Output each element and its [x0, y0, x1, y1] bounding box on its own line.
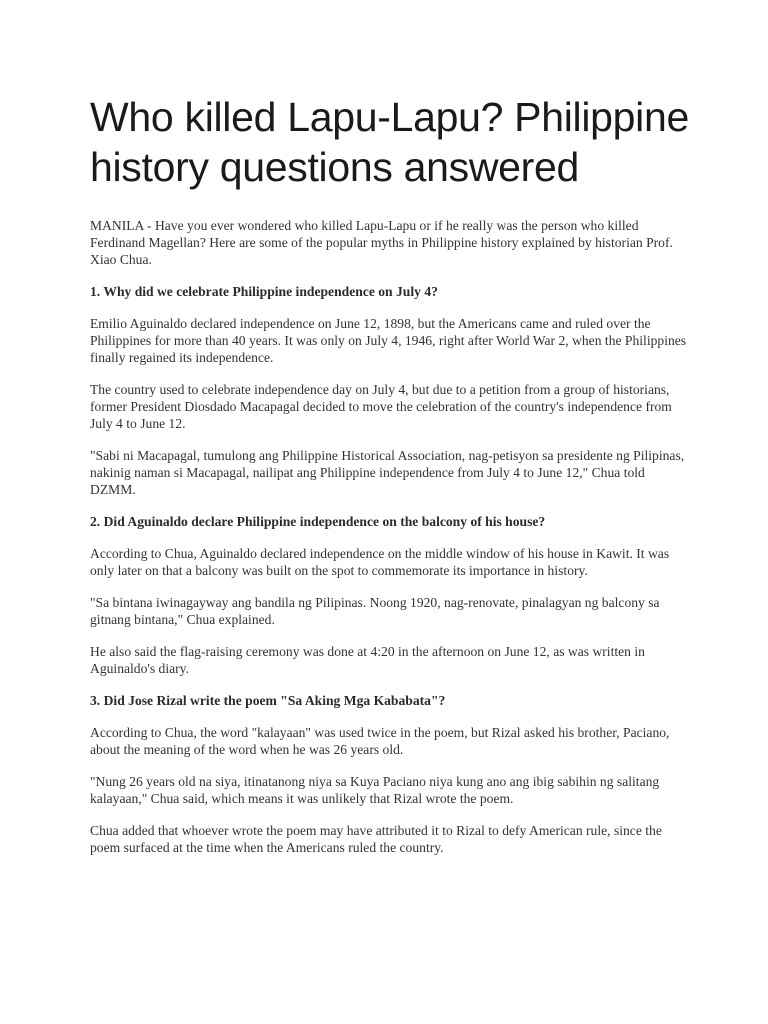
quote-paragraph: "Nung 26 years old na siya, itinatanong niya sa Kuya Paciano niya kung ano ang ibig sabihin ng salitang kalayaan," Chua said, which means it was unlikely that Rizal wrote the poem.	[90, 774, 660, 806]
quote-paragraph: "Sa bintana iwinagayway ang bandila ng Pilipinas. Noong 1920, nag-renovate, pinalagyan ng balcony sa gitnang bintana," Chua explained.	[90, 595, 660, 627]
question-heading-3: 3. Did Jose Rizal write the poem "Sa Aking Mga Kababata"?	[90, 693, 446, 708]
answer-paragraph: Chua added that whoever wrote the poem may have attributed it to Rizal to defy American rule, since the poem surfaced at the time when the Americans ruled the country.	[90, 823, 662, 855]
answer-paragraph: Emilio Aguinaldo declared independence on June 12, 1898, but the Americans came and ruled over the Philippines for more than 40 years. It was only on July 4, 1946, right after World War 2, when the Philippines finally regained its independence.	[90, 316, 687, 365]
question-heading-1: 1. Why did we celebrate Philippine independence on July 4?	[90, 284, 438, 299]
intro-paragraph: MANILA - Have you ever wondered who killed Lapu-Lapu or if he really was the person who killed Ferdinand Magellan? Here are some of the popular myths in Philippine history explained by historian Prof. Xiao Chua.	[90, 218, 673, 267]
answer-paragraph: He also said the flag-raising ceremony was done at 4:20 in the afternoon on June 12, as was written in Aguinaldo's diary.	[90, 644, 645, 676]
quote-paragraph: "Sabi ni Macapagal, tumulong ang Philippine Historical Association, nag-petisyon sa presidente ng Pilipinas, nakinig naman si Macapagal, nailipat ang Philippine independence from July 4 to June 12," Chua told DZMM.	[90, 448, 685, 497]
question-heading-2: 2. Did Aguinaldo declare Philippine independence on the balcony of his house?	[90, 514, 546, 529]
answer-paragraph: The country used to celebrate independence day on July 4, but due to a petition from a group of historians, former President Diosdado Macapagal decided to move the celebration of the country's independence from July 4 to June 12.	[90, 382, 672, 431]
article-title: Who killed Lapu-Lapu? Philippine history questions answered	[90, 94, 689, 190]
answer-paragraph: According to Chua, the word "kalayaan" was used twice in the poem, but Rizal asked his brother, Paciano, about the meaning of the word when he was 26 years old.	[90, 725, 670, 757]
document-page	[90, 92, 690, 871]
answer-paragraph: According to Chua, Aguinaldo declared independence on the middle window of his house in Kawit. It was only later on that a balcony was built on the spot to commemorate its importance in history.	[90, 546, 670, 578]
